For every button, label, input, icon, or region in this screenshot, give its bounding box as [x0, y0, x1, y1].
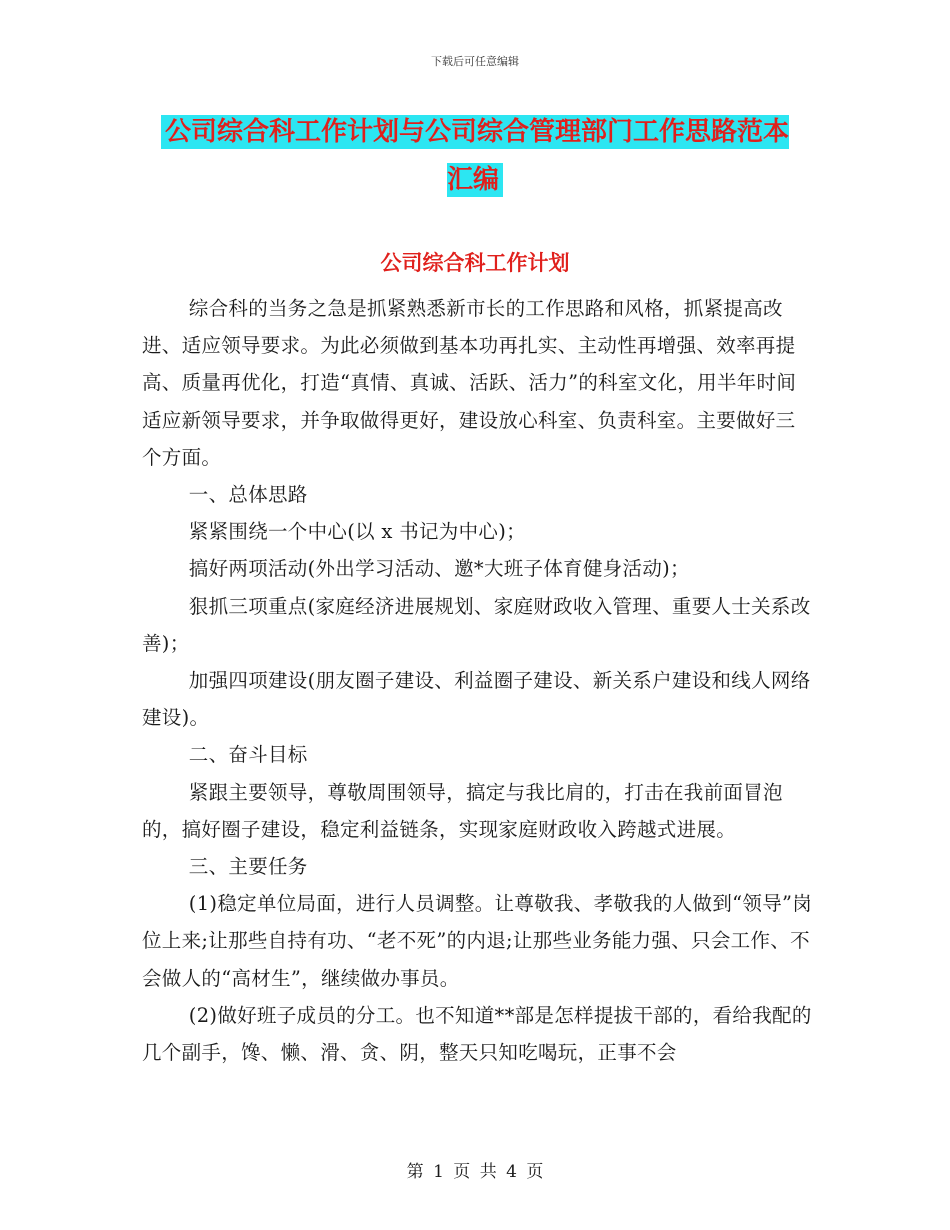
paragraph: 紧紧围绕一个中心(以 x 书记为中心)；: [188, 520, 526, 544]
page-footer: 第 1 页 共 4 页: [406, 1162, 544, 1182]
document-title-text: 公司综合科工作计划与公司综合管理部门工作思路范本汇编: [161, 115, 789, 197]
paragraph: 加强四项建设(朋友圈子建设、利益圈子建设、新关系户建设和线人网络建设)。: [142, 669, 811, 730]
paragraph: 一、总体思路: [188, 483, 308, 507]
paragraph: (1)稳定单位局面，进行人员调整。让尊敬我、孝敬我的人做到“领导”岗位上来;让那些自持有功、“老不死”的内退;让那些业务能力强、只会工作、不会做人的“高材生”，继续做办事员。: [142, 892, 813, 990]
document-title: [150, 108, 800, 204]
paragraph: 二、奋斗目标: [188, 743, 308, 767]
paragraph: 三、主要任务: [188, 855, 308, 879]
paragraph: 综合科的当务之急是抓紧熟悉新市长的工作思路和风格，抓紧提高改进、适应领导要求。为此必须做到基本功再扎实、主动性再增强、效率再提高、质量再优化，打造“真情、真诚、活跃、活力”的科室文化，用半年时间适应新领导要求，并争取做得更好，建设放心科室、负责科室。主要做好三个方面。: [142, 297, 797, 469]
paragraph: 狠抓三项重点(家庭经济进展规划、家庭财政收入管理、重要人士关系改善)；: [142, 594, 811, 655]
paragraph: (2)做好班子成员的分工。也不知道**部是怎样提拔干部的，看给我配的几个副手，馋、懒、滑、贪、阴，整天只知吃喝玩，正事不会: [142, 1003, 812, 1065]
body-text: [142, 290, 814, 1071]
section-title: 公司综合科工作计划: [380, 251, 570, 275]
header-note: 下载后可任意编辑: [431, 55, 519, 68]
paragraph: 搞好两项活动(外出学习活动、邀*大班子体育健身活动)；: [188, 557, 690, 581]
paragraph: 紧跟主要领导，尊敬周围领导，搞定与我比肩的，打击在我前面冒泡的，搞好圈子建设，稳定利益链条，实现家庭财政收入跨越式进展。: [142, 780, 783, 841]
